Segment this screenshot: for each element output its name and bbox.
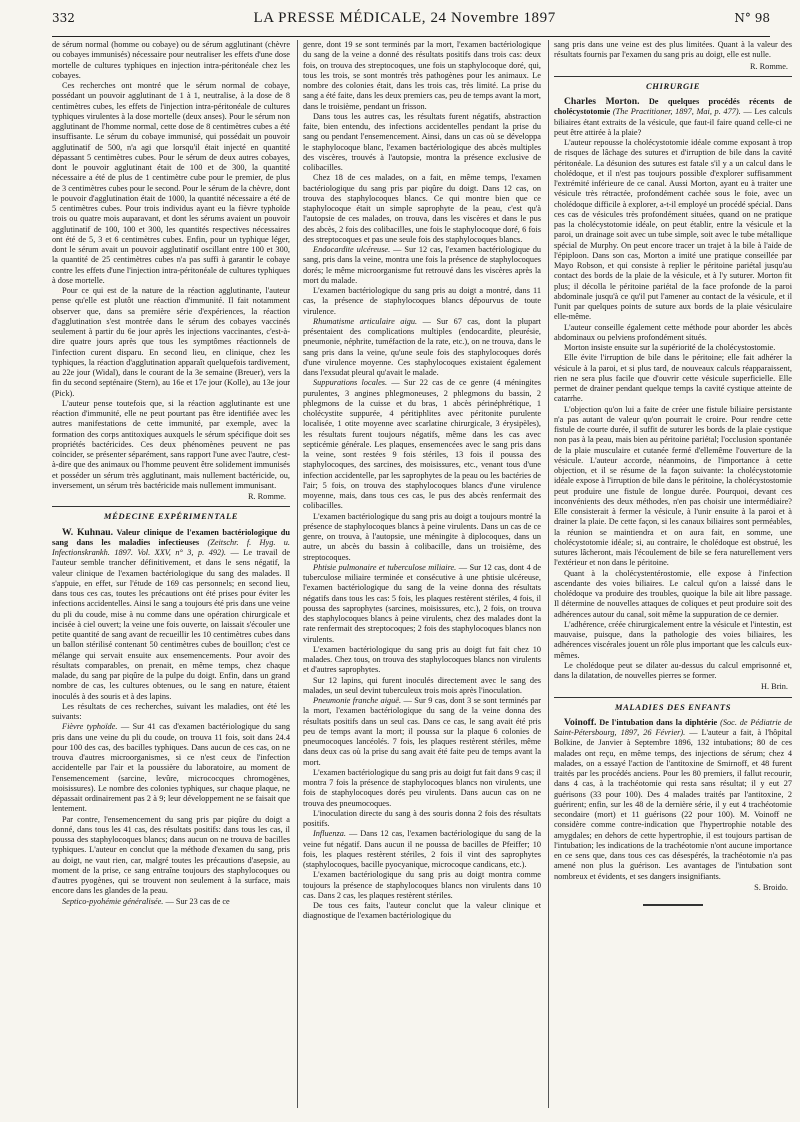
section-heading: MALADIES DES ENFANTS bbox=[554, 697, 792, 715]
article-reference: (The Practitioner, 1897, Mai, p. 477). bbox=[612, 107, 741, 117]
journal-title: LA PRESSE MÉDICALE, 24 Novembre 1897 bbox=[253, 10, 556, 26]
paragraph: Le cholédoque peut se dilater au-dessus du calcul emprisonné et, dans la dilatation, de nouvelles pierres se former. bbox=[554, 660, 792, 680]
paragraph: de sérum normal (homme ou cobaye) ou de sérum agglutinant (chèvre ou cobayes immunisés) nécessaire pour neutraliser les effets d'une dose mortelle de cultures typhiques en injection intra-péritonéale chez les cobayes. bbox=[52, 40, 290, 80]
paragraph: L'examen bactériologique du sang pris au doigt a toujours montré la présence de staphylocoques blancs à peine virulents. Dans un cas de ce genre, on trouva, à l'autopsie, une méningite à diplocoques, dans un autre, un abcès du bassin à colibacille, dans un troisième, des streptocoques. bbox=[303, 511, 541, 562]
paragraph-text: — Sur 23 cas de ce bbox=[165, 896, 230, 906]
paragraph: Pour ce qui est de la nature de la réaction agglutinante, l'auteur pense qu'elle est plutôt une réaction d'immunité. Il fait notamment observer que, dans sa première série d'expériences, la réaction d'agglutination s'est montrée dans le sérum des cobayes vaccinés seulement à partir du 6e jour après les injections vaccinantes, c'est-à-dire quatre jours après que tous les symptômes réactionnels de l'infection curent disparu. En second lieu, en clinique, chez les typhiques, la réaction d'agglutination apparaît quelquefois tardivement, au 22e jour (Widal), dans le courant de la 3e semaine (Breuer), vers la fin du second septénaire (Stern), au 16e et 17e jour (Kolle), au 13e jour (Pick). bbox=[52, 286, 290, 398]
paragraph: Par contre, l'ensemencement du sang pris par piqûre du doigt a donné, dans tous les 41 cas, des résultats positifs: dans tous les cas, il poussa des staphylocoques blancs; dans aucun on ne trouva de bacilles typhiques. L'auteur en conclut que la méthode d'examen du sang, pris au doigt, ne vaut rien, car, malgré toutes les précautions d'asepsie, au moment de la prise, ce sang entraîne toujours des staphylocoques ou d'autres pyogènes, qui se trouvent non seulement à la surface, mais encore dans les glandes de la peau. bbox=[52, 814, 290, 896]
article-title: De quelques procédés récents de cholécystotomie bbox=[554, 97, 792, 117]
column-divider bbox=[297, 40, 298, 1108]
paragraph bbox=[303, 245, 541, 286]
paragraph: L'examen bactériologique du sang pris au doigt montra comme toujours la présence de staphylocoques blancs non virulents dans 10 cas. Dans 2 cas, les plaques restèrent stériles. bbox=[303, 870, 541, 900]
subheading: Fièvre typhoïde. bbox=[62, 722, 118, 732]
paragraph-text: — Sur 12 cas, l'examen bactériologique du sang, pris dans la veine, montra une fois la présence de staphylocoques dorés; le même microorganisme fut retrouvé dans les viscères après la mort du malade. bbox=[303, 245, 541, 285]
paragraph bbox=[303, 696, 541, 768]
paragraph: L'examen bactériologique du sang pris au doigt a montré, dans 11 cas, la présence de staphylocoques blancs dépourvus de toute virulence. bbox=[303, 286, 541, 316]
paragraph bbox=[52, 722, 290, 814]
paragraph: L'auteur repousse la cholécystotomie idéale comme exposant à trop de risques de lâchage des sutures et d'irruption de bile dans la cavité péritonéale. La désunion des sutures est fatale s'il y a un calcul dans le cholédoque, et il n'est pas toujours possible d'explorer suffisamment l'extrémité inférieure de ce canal. Aussi Morton, ayant eu à traiter une vésicule très rétractée, profondément cachée sous le foie, avec un cholédoque difficile à explorer, a-t-il employé un procédé spécial. Dans ces cas de vésicules très profondément situées, quand on ne pratique pas la cholécystotomie idéale, on peut établir, entre la vésicule et la paroi, un drainage soit avec un tube simple, soit avec le tube métallique spécial de Murphy. On peut encore tracer un trajet à la bile à l'aide de l'épiploon. Dans son cas, Morton a imité une pratique conseillée par Mayo Robson, et qui consiste à replier le péritoine pariétal jusqu'au contact des bords de la plaie de la vésicule, et à l'y suturer. Morton fit plus; il décolla le péritoine pariétal de la face profonde de la paroi abdominale jusqu'à ce qu'il put l'amener au contact de la vésicule, et il l'unit par quelques points de suture aux bords de la plaie vésiculaire elle-même. bbox=[554, 138, 792, 322]
subheading: Rhumatisme articulaire aigu. bbox=[313, 316, 418, 326]
section-heading: MÉDECINE EXPÉRIMENTALE bbox=[52, 506, 290, 524]
ornament-rule bbox=[643, 904, 703, 906]
paragraph: Morton insiste ensuite sur la supériorité de la cholécystostomie. bbox=[564, 343, 776, 352]
paragraph bbox=[303, 563, 541, 645]
article-paragraph bbox=[554, 97, 792, 138]
page-header bbox=[52, 10, 770, 37]
paragraph: Sur 12 lapins, qui furent inoculés directement avec le sang des malades, un seul devint tuberculeux trois mois après l'inoculation. bbox=[303, 675, 541, 695]
subheading: Influenza. bbox=[313, 829, 346, 839]
paragraph-text: — Sur 41 cas d'examen bactériologique du sang pris dans une veine du pli du coude, on trouva 11 fois, soit dans 24.4 pour 100 des cas, des bacilles typhiques. Dans aucun de ces cas, on ne trouva d'autres microorganismes, si ce n'est ceux de l'infection accidentelle par l'air et la poussière du laboratoire, au moment de l'ensemencement (sarcine, levûre, micrococques chromogènes, moisissures). Le nombre des colonies typhiques, sur chaque plaque, ne dépassait ordinairement pas 2 à 9; leur développement ne se faisait que lentement. bbox=[52, 722, 290, 814]
paragraph-text: — Sur 22 cas de ce genre (4 méningites purulentes, 3 angines phlegmoneuses, 2 phlegmons du bassin, 2 phlegmons de la cuisse et du bras, 1 abcès périnéphrétique, 1 cholécystite suppurée, 4 péritiphlites avec péritonite purulente localisée, 1 otite moyenne avec scarlatine chirurgicale, 3 érysipèles), les résultats furent toujours négatifs, même dans les cas avec septicémie générale. Les plaques, ensemencées avec le sang pris dans la veine, sont restées 9 fois stériles, 13 fois il poussa des staphylocoques, des sarcines, des moisissures, etc., venant tous d'une infection accidentelle, par les saprophytes de la peau ou les bactéries de l'air; 5 fois, on trouva des staphylocoques blancs d'une virulence moyenne, mais, dans tous ces cas, le pus des abcès renfermait des colibacilles. bbox=[303, 378, 541, 511]
paragraph: Dans tous les autres cas, les résultats furent négatifs, abstraction faite, bien entendu, des infections accidentelles pendant la prise du sang ou pendant l'ensemencement. Ainsi, dans un cas où se développa le staphylocoque blanc, l'examen bactériologique des abcès multiples des viscères, trouvés à l'autopsie, montra la présence exclusive de colibacilles. bbox=[303, 111, 541, 172]
paragraph: L'auteur pense toutefois que, si la réaction agglutinante est une réaction d'immunité, elle ne peut pourtant pas être identifiée avec les autres manifestations de cette immunité, par exemple, avec la formation des corps antitoxiques auxquels le sérum spécifique doit ses propriétés bactéricides. Ces deux phénomènes peuvent ne pas coïncider, se présenter séparément, sans rapport l'une avec l'autre, c'est-à-dire que des animaux ou l'homme peuvent être solidement immunisés et posséder un sérum très agglutinant, mais nullement bactéricide, ou, inversement, un sérum très bactéricide mais nullement immunisant. bbox=[52, 398, 290, 490]
subheading: Phtisie pulmonaire et tuberculose miliaire. bbox=[313, 562, 457, 572]
article-reference: (Zeitschr. f. Hyg. u. Infectionskrankh. 1897. Vol. XXV, n° 3, p. 492). bbox=[52, 537, 290, 557]
paragraph bbox=[303, 829, 541, 870]
paragraph: L'objection qu'on lui a faite de créer une fistule biliaire persistante n'a pas autant de valeur qu'on pourrait le croire. Pour rendre cette fistule de courte durée, il suffit de suturer les bords de la plaie cystique non pas à la peau, mais bien au péritoine pariétal; l'occlusion spontanée de la plaie musculaire et cutanée fermé d'ellemême l'ouverture de la vésicule. L'auteur accorde, néanmoins, de l'importance à cette objection, et il se résume de la façon suivante: la cholécystotomie idéale expose à l'irruption de bile dans le péritoine, la cholécystostomie peut produire une fistule de longue durée. Pourquoi, devant ces inconvénients des deux méthodes, n'en pas choisir une intermédiaire? Elle consisterait à fermer la vésicule, à l'unir ensuite à la paroi et à drainer la plaie. De cette façon, si les canaux biliaires sont perméables, la réunion se maintiendra et on aura fait, en somme, une cholécystotomie idéale; si, au contraire, le cholédoque est obstrué, les sutures lâcheront, mais l'écoulement de bile se fera naturellement vers l'extérieur et non dans le péritoine. bbox=[554, 404, 792, 568]
paragraph: genre, dont 19 se sont terminés par la mort, l'examen bactériologique du sang de la veine a donné des résultats positifs dans trois cas: deux fois, on trouva des streptocoques, une fois un staphylocoque doré, qui, tous les trois, se sont montrés très pathogènes pour les animaux. Le nombre des colonies était, dans les trois cas, très limité. La prise du sang a été faite, dans les deux premiers cas, peu de temps avant la mort, dans le troisième, pendant un frisson. bbox=[303, 40, 541, 111]
paragraph: Elle évite l'irruption de bile dans le péritoine; elle fait adhérer la vésicule à la paroi, et si plus tard, de nouveaux calculs réapparaissent, rien ne sera plus facile que d'ouvrir cette vésicule superficielle. Elle permet de drainer pendant quelque temps la cavité cystique atteinte de catarrhe. bbox=[554, 353, 792, 404]
section-heading: CHIRURGIE bbox=[554, 76, 792, 94]
paragraph: Ces recherches ont montré que le sérum normal de cobaye, possédant un pouvoir agglutinant de 1 à 1, neutralise, à la dose de 8 centimètres cubes, les effets de l'injection intra-péritonéale de cultures typhiques virulentes à la dose mortelle (deux anses). Pour le sérum non agglutinant de l'homme normal, cette dose de 8 centimètres cubes a été insuffisante. Le sérum du cobaye immunisé, qui possédait un pouvoir agglutinatif de 500, n'a agi que lorsqu'il était injecté en quantité dépassant 5 centimètres cubes. Pour le sérum de deux autres cobayes, dont le pouvoir agglutinant était de 100 et de 300, la quantité nécessaire a été de plus de 1 centimètre cube pour le premier, de plus de 3 centimètres cubes pour le second. Pour le sérum de la chèvre, dont le pouvoir d'agglutination était de 1000, la quantité nécessaire a été de 5 centimètres cubes. Pour trois individus ayant eu la fièvre typhoïde trois ou quatre mois auparavant, et dont les sérums avaient un pouvoir agglutinatif de 100, 100 et 300, les quantités respectives nécessaires ont été de 5, 3 et 6 centimètres cubes. Enfin, pour un typhique léger, dont le sérum avait un pouvoir agglutinatif oscillant entre 100 et 300, la quantité de 25 centimètres cubes n'a pas suffi à garantir le cobaye contre les effets d'une l'injection intra-péritonéale de cultures typhiques à dose mortelle. bbox=[52, 81, 290, 285]
paragraph: L'auteur conseille également cette méthode pour aborder les abcès abdominaux ou pelviens profondément situés. bbox=[554, 322, 792, 342]
article-reference: (Soc. de Pédiatrie de Saint-Pétersbourg, 1897, 26 Février). bbox=[554, 717, 792, 737]
article-paragraph bbox=[52, 528, 290, 702]
paragraph: L'adhérence, créée chirurgicalement entre la vésicule et l'intestin, est mauvaise, puisque, dans la pathologie des voies biliaires, les adhérences viscérales jouent un rôle plus important que les calculs eux-mêmes. bbox=[554, 619, 792, 660]
paragraph-text: — Sur 12 cas, dont 4 de tuberculose miliaire terminée et consécutive à une phtisie ulcéreuse, l'examen bactériologique du sang de la veine donna des résultats négatifs dans tous les cas: 5 fois, les plaques restèrent stériles, 4 fois, il poussa des saprophytes (sarcines, moisissures, etc.), 2 fois, on trouva des staphylocoques blancs à peine virulents, chez des malades dont la rate renfermait des streptocoques; 2 fois des staphylocoques blancs non virulents. bbox=[303, 562, 541, 644]
article-author: Charles Morton. bbox=[564, 96, 640, 107]
column-1 bbox=[52, 40, 290, 1108]
paragraph: Les résultats de ces recherches, suivant les maladies, ont été les suivants: bbox=[52, 701, 290, 721]
article-text: — Les calculs biliaires étant extraits de la vésicule, que faut-il faire quand celle-ci ne peut être attirée à la plaie? bbox=[554, 107, 792, 137]
paragraph-text: — Dans 12 cas, l'examen bactériologique du sang de la veine fut négatif. Dans aucun il ne poussa de bacilles de Pfeiffer; 10 fois, les plaques restèrent stériles, 2 fois il vint des saprophytes (staphylocoques, bacille pyocyanique, microcoque candicans, etc.). bbox=[303, 829, 541, 869]
column-divider bbox=[548, 40, 549, 1108]
paragraph-text: — Sur 67 cas, dont la plupart présentaient des complications multiples (endocardite, pleurésie, pneumonie, néphrite, tuméfaction de la rate, etc.), on ne trouva, dans le sang pris dans la veine, qu'une seule fois des staphylocoques dorés d'une virulence moyenne. Ces staphylocoques existaient également dans l'exsudat pleural qu'avait le malade. bbox=[303, 316, 541, 377]
article-text: — Le travail de l'auteur semble trancher définitivement, et dans le sens négatif, la valeur clinique de l'examen bactériologique du sang des malades. Il s'appuie, en effet, sur l'étude de 169 cas personnels; en second lieu, dans tous ces cas, toutes les précautions ont été prises pour éviter les infections accidentelles. Ainsi le sang a toujours été pris dans une veine du pli du coude, mise à nu comme dans une opération chirurgicale et incisée à ciel ouvert; la veine une fois ouverte, on laissait s'écouler une petite quantité de sang avant de recueillir les 10 centimètres cubes dans un ballon stérilisé contenant 50 centimètres cubes de bouillon; c'est ce mélange qui servait ensuite aux ensemencements. Pour avoir des résultats comparables, on prenait, en même temps, chez chaque malade, du sang par piqûre de la pulpe du doigt. Enfin, dans un grand nombre de cas, les cultures obtenues, ou le sang en nature, étaient inoculés à des souris et à des lapins. bbox=[52, 548, 290, 701]
column-2 bbox=[303, 40, 541, 1108]
page-number: 332 bbox=[52, 11, 75, 25]
paragraph bbox=[303, 378, 541, 511]
paragraph bbox=[52, 897, 290, 907]
subheading: Pneumonie franche aiguë. bbox=[313, 696, 402, 705]
article-title: De l'intubation dans la diphtérie bbox=[599, 717, 718, 727]
paragraph: L'examen bactériologique du sang pris au doigt fut fait chez 10 malades. Chez tous, on trouva des staphylocoques blancs non virulents et d'autres saprophytes. bbox=[303, 644, 541, 675]
subheading: Suppurations locales. bbox=[313, 378, 388, 388]
paragraph bbox=[303, 317, 541, 379]
paragraph-text: — Sur 9 cas, dont 3 se sont terminés par la mort, l'examen bactériologique du sang de la veine donna des résultats positifs dans un seul cas. Dans ce cas, le sang avait été pris peu de temps avant la mort; il poussa sur la plaque 6 colonies de pneumocoques lancéolés. 7 fois, les plaques restèrent stériles, même dans deux cas où la prise du sang avait été faite peu de temps avant la mort. bbox=[303, 696, 541, 767]
author-signature: R. Romme. bbox=[247, 492, 286, 501]
article-text: — L'auteur a fait, à l'hôpital Bolkine, de Janvier à Septembre 1896, 132 intubations; 80 de ces malades ont reçu, en même temps, des injections de sérum; chez 4 malades, on a essayé l'action de l'antitoxine de Smirnoff, et 48 furent traités par les procédés anciens. Pour les 80 premiers, il fallut recourir, dans 4 cas, à la trachéotomie qui resta sans résultat; il y eut 27 guérisons (33 pour 100). Des 4 malades traités par l'antitoxine, 2 guérirent; enfin, sur les 48 de la dernière série, il y eut 4 trachéotomie secondaire (mort) et 11 guérisons (22 pour 100). M. Voinoff ne considère comme contre-indication que l'hypertrophie notable des amygdales; en dehors de cette hypertrophie, il est toujours partisan de l'intubation; les indications de la trachéotomie n'ont aucune importance en ce sens que, dans tous ces cas désespérés, la trachéotomie n'a pas amené non plus la guérison. Les avantages de l'intubation sont nombreux et évidents, et ses dangers insignifiants. bbox=[554, 728, 792, 881]
article-author: W. Kuhnau. bbox=[62, 526, 113, 538]
article-paragraph bbox=[554, 718, 792, 882]
paragraph: Chez 18 de ces malades, on a fait, en même temps, l'examen bactériologique du sang pris par piqûre du doigt. Dans 12 cas, on trouva des staphylocoques blancs. Ce qui montre bien que ce staphylocoque était un simple saprophyte de la peau, c'est qu'à l'autopsie de ces malades, on trouva, dans les viscères et dans le pus des abcès, 2 fois des colibacilles, une fois le staphylocoque doré, 6 fois des streptocoques et pas une seule fois des staphylocoques blancs. bbox=[303, 173, 541, 244]
subheading: Endocardite ulcéreuse. bbox=[313, 245, 391, 254]
paragraph: L'inoculation directe du sang à des souris donna 2 fois des résultats positifs. bbox=[303, 808, 541, 828]
paragraph: L'examen bactériologique du sang pris au doigt fut fait dans 9 cas; il montra 7 fois la présence de staphylocoques blancs non virulents, une fois de staphylocoques dorés peu virulents. Dans aucun cas on ne trouva des pneumocoques. bbox=[303, 767, 541, 808]
end-ornament bbox=[554, 899, 792, 909]
article-title: Valeur clinique de l'examen bactériologique du sang dans les maladies infectieuses bbox=[52, 527, 290, 547]
paragraph: De tous ces faits, l'auteur conclut que la valeur clinique et diagnostique de l'examen bactériologique du bbox=[303, 901, 541, 921]
issue-number: N° 98 bbox=[734, 11, 770, 25]
paragraph: sang pris dans une veine est des plus limitées. Quant à la valeur des résultats fournis par l'examen du sang pris au doigt, elle est nulle. bbox=[554, 40, 792, 60]
author-signature: H. Brin. bbox=[761, 682, 788, 692]
subheading: Septico-pyohémie généralisée. bbox=[62, 896, 164, 906]
author-signature: R. Romme. bbox=[749, 61, 788, 71]
paragraph: Quant à la cholécystentérostomie, elle expose à l'infection ascendante des voies biliaires. Le calcul qu'on a laissé dans le cholédoque va produire des troubles, quoique la bile ait libre passage. Il détermine de nouvelles attaques de coliques et peut produire soit des adhérences autour du canal, soit même la suppuration de ce dernier. bbox=[554, 568, 792, 619]
author-signature: S. Broido. bbox=[754, 882, 788, 892]
column-3 bbox=[554, 40, 792, 1108]
article-author: Voinoff. bbox=[564, 716, 597, 728]
